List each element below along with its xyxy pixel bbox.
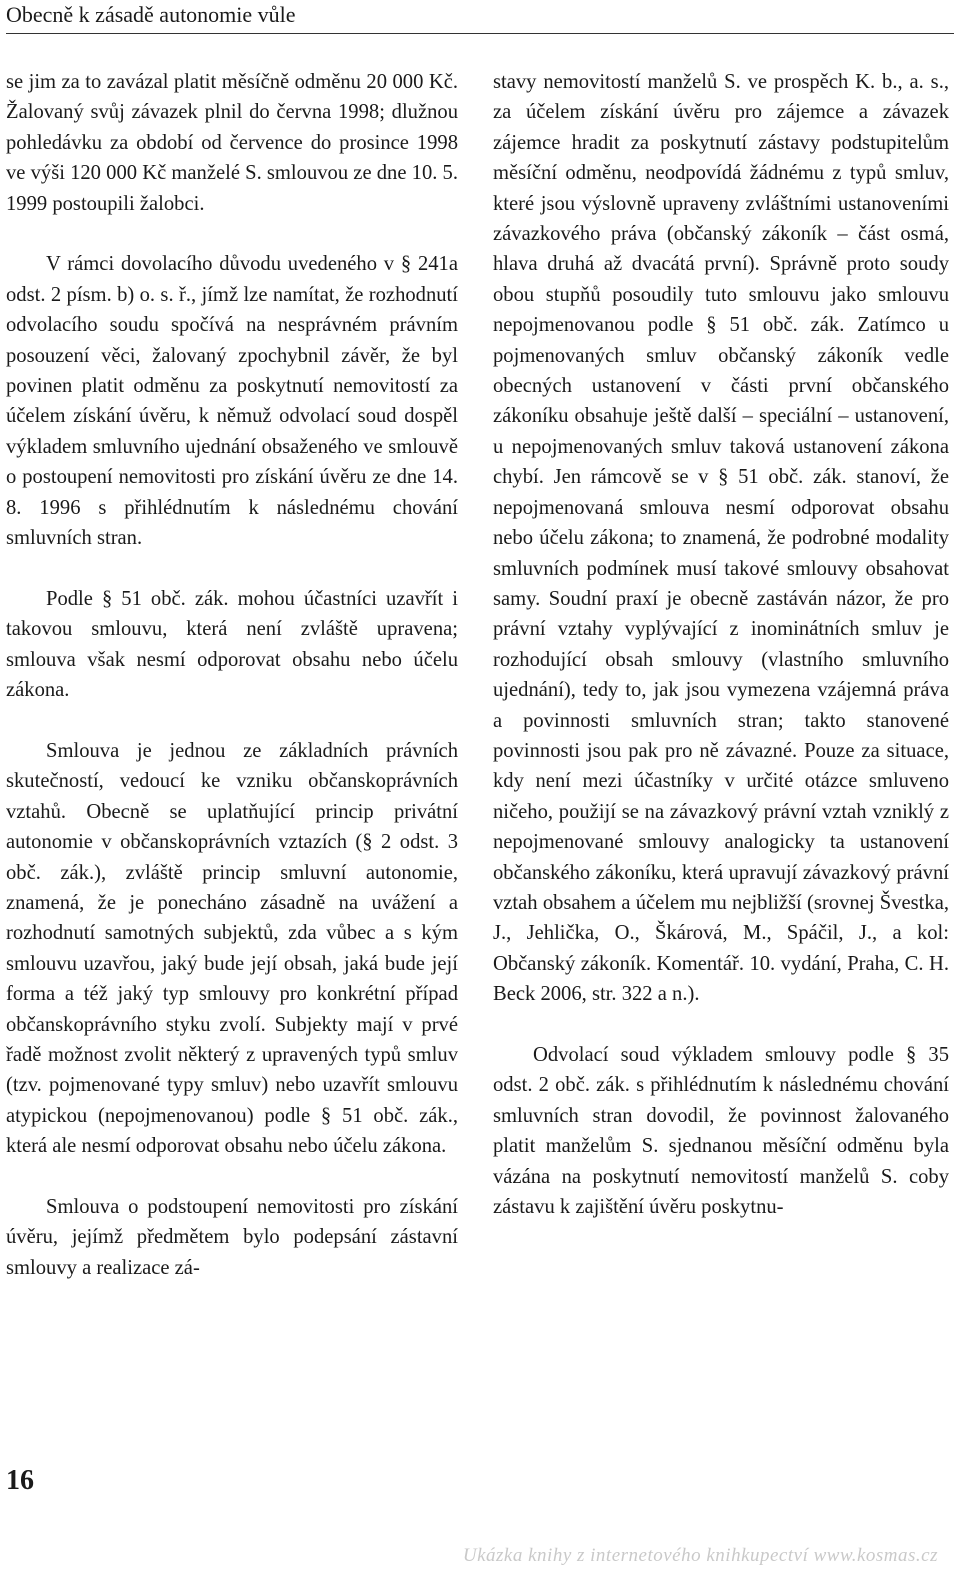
running-head-title: Obecně k zásadě autonomie vůle: [6, 2, 296, 27]
left-column: [6, 67, 458, 1314]
paragraph: se jim za to zavázal platit měsíčně odměnu 20 000 Kč. Žalovaný svůj závazek plnil do června 1998; dlužnou pohledávku za období od července do prosince 1998 ve výši 120 000 Kč manželé S. smlouvou ze dne 10. 5. 1999 postoupili žalobci.: [6, 71, 458, 215]
watermark: Ukázka knihy z internetového knihkupectví www.kosmas.cz: [462, 1545, 938, 1566]
paragraph: Odvolací soud výkladem smlouvy podle § 35 odst. 2 obč. zák. s přihlédnutím k následnému chování smluvních stran dovodil, že povinnost žalovaného platit manželům S. sjednanou měsíční odměnu byla vázána na poskytnutí nemovitostí manželů S. coby zástavu k zajištění úvěru poskytnu-: [493, 1043, 949, 1219]
paragraph: V rámci dovolacího důvodu uvedeného v § 241a odst. 2 písm. b) o. s. ř., jímž lze namítat, že rozhodnutí odvolacího soudu spočívá na nesprávném právním posouzení věci, žalovaný zpochybnil závěr, že byl povinen platit odměnu za poskytnutí nemovitostí za účelem získání úvěru, k němuž odvolací soud dospěl výkladem smluvního ujednání obsaženého ve smlouvě o postoupení nemovitosti pro získání úvěru ze dne 14. 8. 1996 s přihlédnutím k následnému chování smluvních stran.: [6, 253, 458, 550]
page-number: 16: [6, 1465, 34, 1496]
right-column: [493, 67, 949, 1253]
paragraph: Podle § 51 obč. zák. mohou účastníci uzavřít i takovou smlouvu, která není zvláště upravena; smlouva však nesmí odporovat obsahu nebo účelu zákona.: [6, 587, 458, 702]
running-head: [6, 0, 954, 34]
paragraph: Smlouva o podstoupení nemovitosti pro získání úvěru, jejímž předmětem bylo podepsání zástavní smlouvy a realizace zá-: [6, 1195, 458, 1279]
paragraph: stavy nemovitostí manželů S. ve prospěch K. b., a. s., za účelem získání úvěru pro zájemce a závazek zájemce hradit za poskytnutí zástavy podstupitelům měsíční odměnu, neodpovídá žádnému z typů smluv, které jsou výslovně upraveny zvláštními ustanoveními závazkového práva (občanský zákoník – část osmá, hlava druhá až dvacátá první). Správně proto soudy obou stupňů posoudily tuto smlouvu jako smlouvu nepojmenovanou podle § 51 obč. zák. Zatímco u pojmenovaných smluv občanský zákoník vedle obecných ustanovení v části první občanského zákoníku obsahuje ještě další – speciální – ustanovení, u nepojmenovaných smluv taková ustanovení zákona chybí. Jen rámcově se v § 51 obč. zák. stanoví, že nepojmenovaná smlouva nesmí odporovat obsahu nebo účelu zákona; to znamená, že podrobné modality smluvních podmínek musí takové smlouvy obsahovat samy. Soudní praxí je obecně zastáván názor, že pro právní vztahy vyplývající z inominátních smluv je rozhodující obsah smlouvy (vlastního smluvního ujednání), tedy to, jak jsou vymezena vzájemná práva a povinnosti smluvních stran; takto stanovené povinnosti jsou pak pro ně závazné. Pouze za situace, kdy není mezi účastníky v určité otázce smluveno ničeho, použijí se na závazkový právní vztah vzniklý z nepojmenované smlouvy analogicky ta ustanovení občanského zákoníku, která upravují závazkový právní vztah obsahem a účelem mu nejbližší (srovnej Švestka, J., Jehlička, O., Škárová, M., Spáčil, J., a kol: Občanský zákoník. Komentář. 10. vydání, Praha, C. H. Beck 2006, str. 322 a n.).: [493, 71, 949, 1006]
paragraph: Smlouva je jednou ze základních právních skutečností, vedoucí ke vzniku občanskoprávních vztahů. Obecně se uplatňující princip privátní autonomie v občanskoprávních vztazích (§ 2 odst. 3 obč. zák.), zvláště princip smluvní autonomie, znamená, že je ponecháno zásadně na uvážení a rozhodnutí samotných subjektů, zda vůbec a s kým smlouvu uzavřou, jaký bude její obsah, jaká bude její forma a též jaký typ smlouvy pro konkrétní případ občanskoprávního styku zvolí. Subjekty mají v prvé řadě možnost zvolit některý z upravených typů smluv (tzv. pojmenované typy smluv) nebo uzavřít smlouvu atypickou (nepojmenovanou) podle § 51 obč. zák., která ale nesmí odporovat obsahu nebo účelu zákona.: [6, 739, 458, 1158]
